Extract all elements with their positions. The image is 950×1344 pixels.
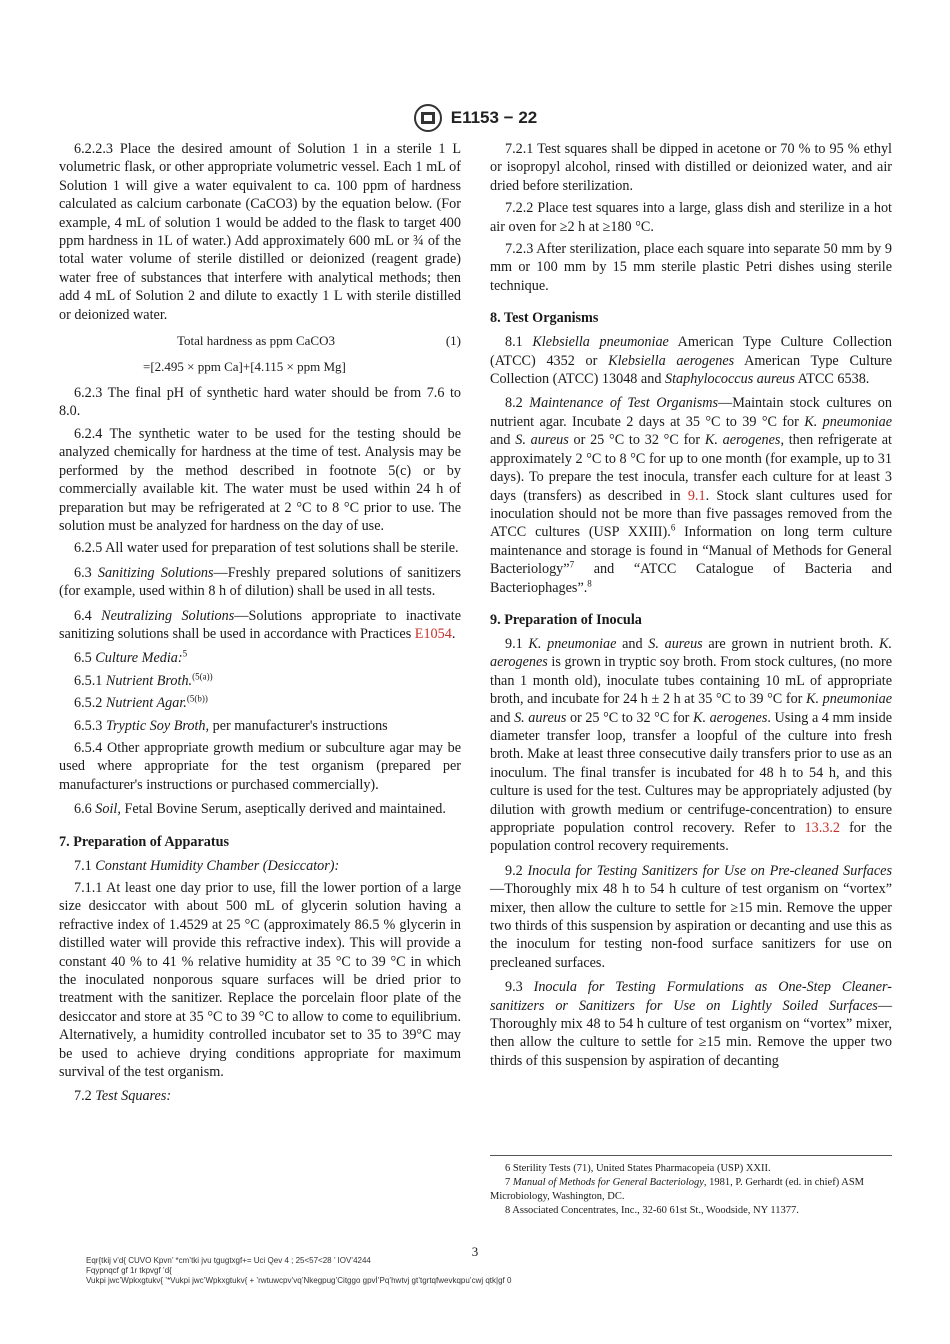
para-6-2-5: 6.2.5 All water used for preparation of test solutions shall be sterile. [74,540,459,557]
para-6-4: 6.4 Neutralizing Solutions—Solutions appropriate to inactivate sanitizing solutions shall be used in accordance with Practices E1054. [59,607,462,642]
para-6-5: 6.5 Culture Media:$^5$ [74,648,188,667]
section-8-heading: 8. Test Organisms [490,310,599,327]
section-7-heading: 7. Preparation of Apparatus [59,833,229,850]
license-line: Eqr{tkij v’d{ CUVO Kpvn’ *cm’tki jvu tgugtxgf+= Uci Qev 4 ; 25<57<28 ’ IOV’4244 [86,1256,371,1265]
right-column [490,140,892,1074]
page-number: 3 [471,1244,479,1259]
para-9-3: 9.3 Inocula for Testing Formulations as One-Step Cleaner-sanitizers or Sanitizers for Use on Lightly Soiled Surfaces—Thoroughly mix 48 to 54 h culture of test organism on “vortex” mixer, then allow the culture to settle for ≥15 min. Remove the upper two thirds of this suspension by aspiration of decanting [490,979,893,1069]
footnote-6: 6 Sterility Tests (71), United States Pharmacopeia (USP) XXII. [505,1163,771,1174]
section-9-heading: 9. Preparation of Inocula [490,611,642,628]
para-6-5-3: 6.5.3 Tryptic Soy Broth, per manufacturer's instructions [74,717,388,734]
para-6-2-2-3: 6.2.2.3 Place the desired amount of Solution 1 in a sterile 1 L volumetric flask, or other appropriate volumetric vessel. Each 1 mL of Solution 1 will give a water equivalent to ca. 100 ppm of hardness calculated as calcium carbonate (CaCO3) by the equation below. (For example, 4 mL of solution 1 would be added to the flask to target 400 ppm hardness in 1L of water.) Add approximately 600 mL or ¾ of the total water volume of sterile distilled or deionized (reagent grade) water free of substances that interfere with analytical methods; then add 4 mL of Solution 2 and dilute to exactly 1 L with sterile distilled or deionized water. [59,141,461,323]
equation-1 [59,332,461,380]
link-13-3-2[interactable]: 13.3.2 [804,820,841,836]
standard-designation: E1153 − 22 [450,108,538,127]
para-7-1-1: 7.1.1 At least one day prior to use, fill the lower portion of a large size desiccator with about 500 mL of glycerin solution having a refractive index of 1.4529 at 25 °C (approximately 86.5 % glycerin in distilled water will provide this refractive index). This will provide a constant 40 % to 41 % relative humidity at 35 °C to 39 °C in which the inoculated nonporous square surfaces will be dried prior to treatment with the sanitizer. Replace the porcelain floor plate of the desiccator and store at 35 °C to 39 °C to allow to come to equilibrium. Alternatively, a humidity controlled incubator set to 35 to 39°C may be used to achieve drying conditions appropriate for maximum survival of the test organism. [59,880,461,1081]
left-column [59,140,461,1110]
para-8-1: 8.1 Klebsiella pneumoniae American Type Culture Collection (ATCC) 4352 or Klebsiella aerogenes American Type Culture Collection (ATCC) 13048 and Staphylococcus aureus ATCC 6538. [490,334,892,388]
astm-logo-icon [413,102,443,134]
para-7-1: 7.1 Constant Humidity Chamber (Desiccator): [74,857,340,874]
footnote-8: 8 Associated Concentrates, Inc., 32-60 61st St., Woodside, NY 11377. [505,1205,799,1216]
para-7-2-2: 7.2.2 Place test squares into a large, glass dish and sterilize in a hot air oven for ≥2 h at ≥180 °C. [490,200,892,235]
footnotes [490,1155,892,1218]
para-8-2: 8.2 Maintenance of Test Organisms—Maintain stock cultures on nutrient agar. Incubate 2 days at 35 °C to 39 °C for K. pneumoniae and S. aureus or 25 °C to 32 °C for K. aerogenes, then refrigerate at approximately 2 °C to 8 °C for up to one month (for example, up to 31 days). To prepare the test inocula, transfer each culture for at least 3 days (transfers) as described in 9.1. Stock slant cultures used for inoculation should not be more than five passages removed from the ATCC cultures (USP XXIII).$^6$ Information on long term culture maintenance and storage is found in “Manual of Methods for General Bacteriology”$^7$ and “ATCC Catalogue of Bacteria and Bacteriophages”.$^8$ [490,395,892,596]
page-header [0,102,950,134]
link-9-1[interactable]: 9.1 [687,487,706,504]
para-6-5-2: 6.5.2 Nutrient Agar.$^{(5(b))}$ [74,693,208,712]
para-6-5-1: 6.5.1 Nutrient Broth.$^{(5(a))}$ [74,671,213,689]
para-9-2: 9.2 Inocula for Testing Sanitizers for Use on Pre-cleaned Surfaces—Thoroughly mix 48 h to 54 h culture of test organism on “vortex” mixer, then allow the culture to settle for ≥15 min. Remove the upper two thirds of this suspension by aspiration or decanting and use this as the inoculum for testing non-food surface sanitizers for use on precleaned surfaces. [490,862,892,971]
para-6-2-3: 6.2.3 The final pH of synthetic hard water should be from 7.6 to 8.0. [59,385,461,420]
para-7-2-3: 7.2.3 After sterilization, place each square into separate 50 mm by 9 mm or 100 mm by 15 mm sterile plastic Petri dishes using sterile technique. [490,241,892,294]
para-9-1: 9.1 K. pneumoniae and S. aureus are grown in nutrient broth. K. aerogenes is grown in tryptic soy broth. From stock cultures, (no more than 1 month old), inoculate tubes containing 10 mL of appropriate broth, and incubate for 24 h ± 2 h at 35 °C to 39 °C for K. pneumoniae and S. aureus or 25 °C to 32 °C for K. aerogenes. Using a 4 mm inside diameter transfer loop, transfer a loopful of the culture into fresh broth. Make at least three consecutive daily transfers prior to use as an inoculum. The final transfer is incubated for 48 h to 54 h, and this culture is used for the test. Cultures may be appropriately adjusted (by dilution with growth medium or centrifuge-concentration) to ensure appropriate population control recovery. Refer to 13.3.2 for the population control recovery requirements. [490,635,893,855]
para-7-2-1: 7.2.1 Test squares shall be dipped in acetone or 70 % to 95 % ethyl or isopropyl alcohol, rinsed with distilled or deionized water, and air dried before sterilization. [490,141,892,194]
para-6-6: 6.6 Soil, Fetal Bovine Serum, aseptically derived and maintained. [74,801,446,818]
license-line: Fqypnqcf gf 1r tkpvgf ’d{ [86,1266,172,1275]
footnote-7: 7 Manual of Methods for General Bacteriology, 1981, P. Gerhardt (ed. in chief) ASM Microbiology, Washington, DC. [490,1177,864,1202]
equation-line-2: =[2.495 × ppm Ca]+[4.115 × ppm Mg] [143,359,346,375]
license-notice [86,1256,511,1286]
para-6-3: 6.3 Sanitizing Solutions—Freshly prepared solutions of sanitizers (for example, used within 8 h of dilution) shall be used in all tests. [59,564,462,600]
equation-number: (1) [445,333,461,349]
para-6-5-4: 6.5.4 Other appropriate growth medium or subculture agar may be used where appropriate for the test organism (prepared per manufacturer's instructions or purchased commercially). [59,739,461,793]
license-line: Vukpi jwc’Wpkxgtukv{ ’*Vukpi jwc’Wpkxgtukv{ + ’rwtuwcpv’vq’Nkegpug’Citggo gpvİ’Pq’hwtvj gt’tgrtqfwevkqpu’cwj qtk|gf 0 [86,1276,512,1285]
equation-line-1: Total hardness as ppm CaCO3 [177,333,335,349]
para-6-2-4: 6.2.4 The synthetic water to be used for the testing should be analyzed chemically for hardness at the time of test. Analysis may be performed by the method described in footnote 5(c) or by commercially available kit. The water must be used within 24 h of preparation but may be refrigerated at 2 °C to 8 °C prior to use. The solution must be analyzed for hardness on the day of use. [59,425,461,534]
link-e1054[interactable]: E1054 [414,625,452,642]
para-7-2: 7.2 Test Squares: [74,1088,172,1105]
